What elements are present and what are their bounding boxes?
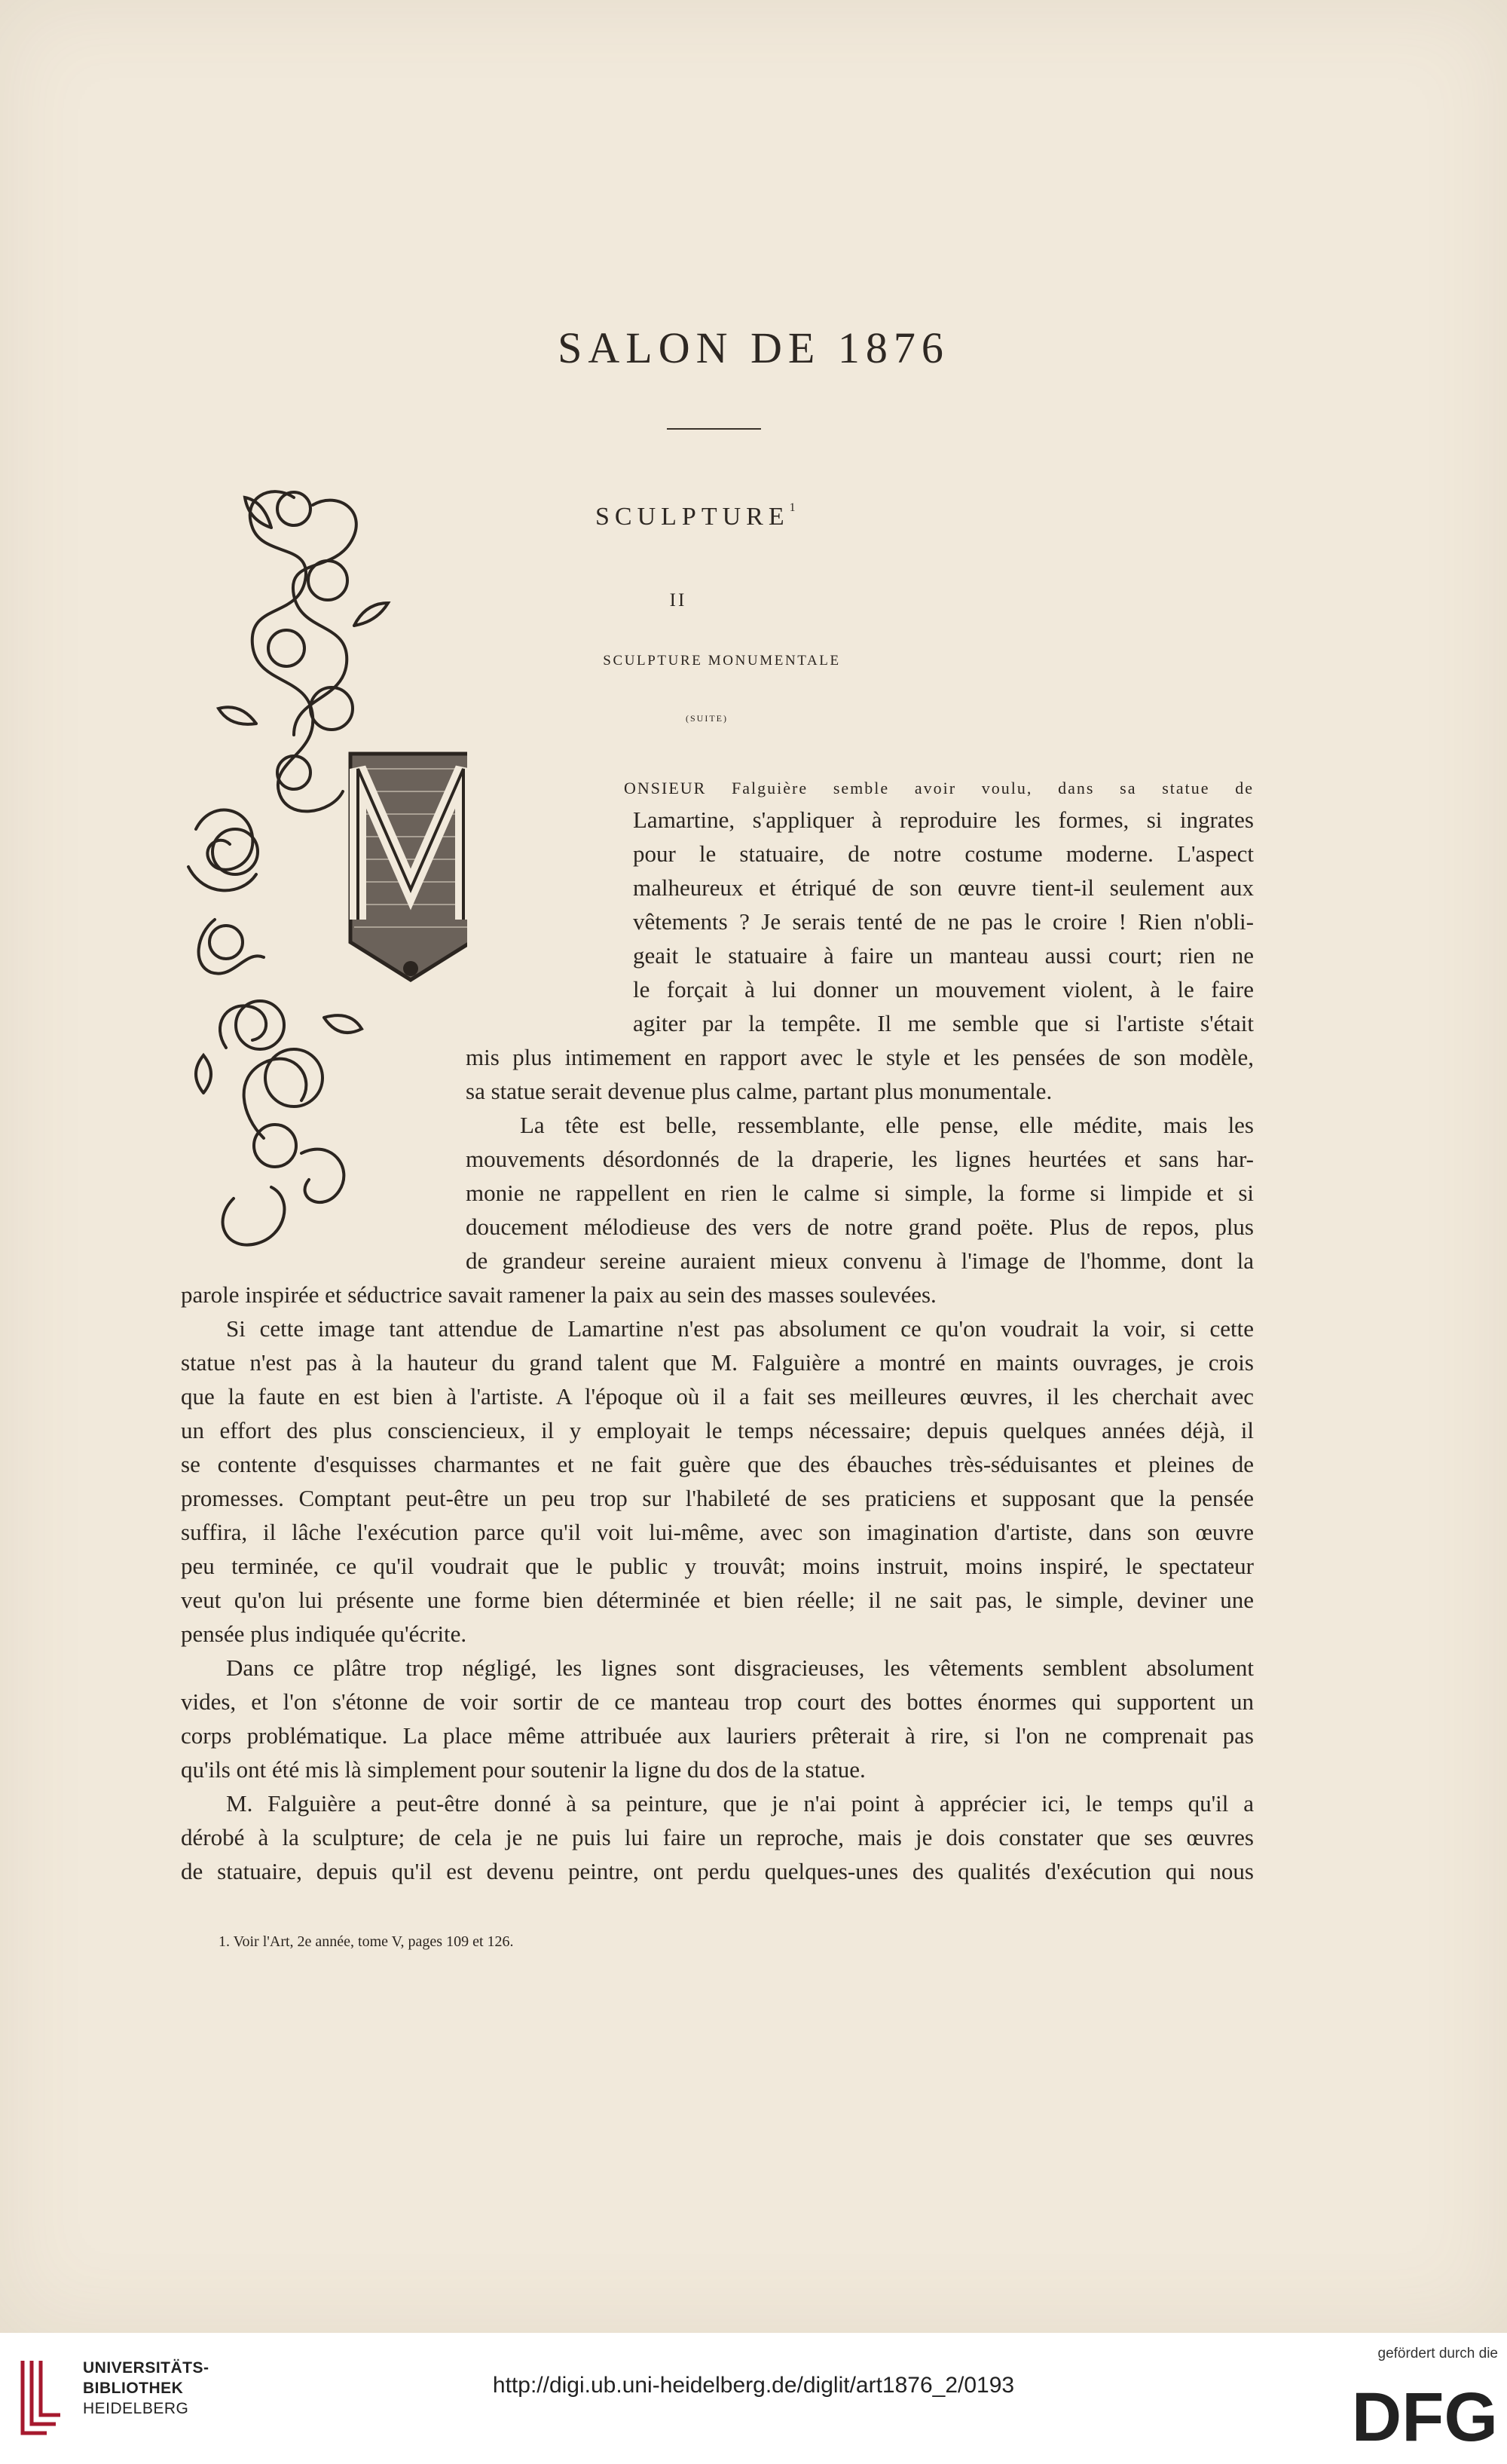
text-line: de statuaire, depuis qu'il est devenu peintre, ont perdu quelques-unes des qualités d'exécution qui nous xyxy=(181,1858,1254,1884)
text-line: veut qu'on lui présente une forme bien déterminée et bien réelle; il ne sait pas, le simple, deviner une xyxy=(181,1587,1254,1613)
text-line: malheureux et étriqué de son œuvre tient-il seulement aux xyxy=(633,874,1254,901)
dfg-logo-graphic xyxy=(1347,2374,1498,2450)
footnote: 1. Voir l'Art, 2e année, tome V, pages 109 et 126. xyxy=(219,1933,514,1950)
text-line: Dans ce plâtre trop négligé, les lignes sont disgracieuses, les vêtements semblent absolument xyxy=(226,1654,1254,1681)
text-line: pour le statuaire, de notre costume moderne. L'aspect xyxy=(633,840,1254,867)
text-line: Si cette image tant attendue de Lamartine n'est pas absolument ce qu'on voudrait la voir, si cette xyxy=(226,1315,1254,1342)
text-line: vêtements ? Je serais tenté de ne pas le croire ! Rien n'obli- xyxy=(633,908,1254,935)
text-line: parole inspirée et séductrice savait ramener la paix au sein des masses soulevées. xyxy=(181,1281,937,1308)
article-title: SALON DE 1876 xyxy=(558,323,949,372)
text-line: peu terminée, ce qu'il voudrait que le public y trouvât; moins instruit, moins inspiré, le spectateur xyxy=(181,1553,1254,1579)
footnote-marker: 1 xyxy=(789,501,796,514)
text-line: statue n'est pas à la hauteur du grand talent que M. Falguière a montré en maints ouvrages, je crois xyxy=(181,1349,1254,1376)
text-line: geait le statuaire à faire un manteau aussi court; rien ne xyxy=(633,942,1254,969)
text-line: sa statue serait devenue plus calme, partant plus monumentale. xyxy=(466,1078,1053,1104)
library-name-line: HEIDELBERG xyxy=(83,2400,189,2417)
text-line: vides, et l'on s'étonne de voir sortir de ce manteau trop court des bottes énormes qui supportent un xyxy=(181,1688,1254,1715)
text-line: mouvements désordonnés de la draperie, les lignes heurtées et sans har- xyxy=(466,1146,1254,1172)
text-line: M. Falguière a peut-être donné à sa peinture, que je n'ai point à apprécier ici, le temps qu'il a xyxy=(226,1790,1254,1817)
text-line: monie ne rappellent en rien le calme si simple, la forme si limpide et si xyxy=(466,1180,1254,1206)
text-line: mis plus intimement en rapport avec le style et les pensées de son modèle, xyxy=(466,1044,1254,1070)
permalink-link[interactable]: http://digi.ub.uni-heidelberg.de/diglit/art1876_2/0193 xyxy=(492,2373,1015,2398)
dfg-logo xyxy=(1347,2374,1498,2450)
subsection-title: SCULPTURE MONUMENTALE xyxy=(603,653,841,669)
library-logo-icon xyxy=(17,2353,66,2441)
text-line: promesses. Comptant peut-être un peu trop sur l'habileté de ses praticiens et supposant que la pensée xyxy=(181,1485,1254,1511)
text-line: Lamartine, s'appliquer à reproduire les formes, si ingrates xyxy=(633,807,1254,833)
text-line: qu'ils ont été mis là simplement pour soutenir la ligne du dos de la statue. xyxy=(181,1756,866,1783)
text-line-content: ONSIEUR Falguière semble avoir voulu, dans sa statue de xyxy=(624,779,1254,797)
part-number: II xyxy=(669,590,687,611)
text-line: de grandeur sereine auraient mieux convenu à l'image de l'homme, dont la xyxy=(466,1247,1254,1274)
text-line: se contente d'esquisses charmantes et ne fait guère que des ébauches très-séduisantes et pleines de xyxy=(181,1451,1254,1477)
dfg-logo-text: DFG xyxy=(1351,2379,1498,2450)
text-line: doucement mélodieuse des vers de notre grand poëte. Plus de repos, plus xyxy=(466,1214,1254,1240)
section-title xyxy=(595,501,972,531)
text-line: La tête est belle, ressemblante, elle pense, elle médite, mais les xyxy=(520,1112,1254,1138)
text-line: un effort des plus consciencieux, il y employait le temps nécessaire; depuis quelques années déjà, il xyxy=(181,1417,1254,1443)
continuation-label: (SUITE) xyxy=(686,713,728,724)
library-name-line: BIBLIOTHEK xyxy=(83,2380,184,2397)
digitization-footer xyxy=(0,2333,1507,2464)
text-line: que la faute en est bien à l'artiste. A l'époque où il a fait ses meilleures œuvres, il les cherchait avec xyxy=(181,1383,1254,1410)
text-line: le forçait à lui donner un mouvement violent, à le faire xyxy=(633,976,1254,1002)
ornamental-initial-m xyxy=(181,475,467,1259)
title-rule xyxy=(667,428,761,430)
text-line: pensée plus indiquée qu'écrite. xyxy=(181,1621,467,1647)
text-line: dérobé à la sculpture; de cela je ne puis lui faire un reproche, mais je dois constater que ses œuvres xyxy=(181,1824,1254,1850)
text-line: agiter par la tempête. Il me semble que si l'artiste s'était xyxy=(633,1010,1254,1036)
text-line: suffira, il lâche l'exécution parce qu'il voit lui-même, avec son imagination d'artiste, dans son œuvre xyxy=(181,1519,1254,1545)
library-name-line: UNIVERSITÄTS- xyxy=(83,2359,209,2377)
text-line: corps problématique. La place même attribuée aux lauriers prêterait à rire, si l'on ne comprenait pas xyxy=(181,1722,1254,1749)
library-name xyxy=(83,2358,209,2419)
section-title-text: SCULPTURE xyxy=(595,503,790,531)
text-line xyxy=(624,771,1254,803)
funding-label: gefördert durch die xyxy=(1377,2346,1498,2361)
